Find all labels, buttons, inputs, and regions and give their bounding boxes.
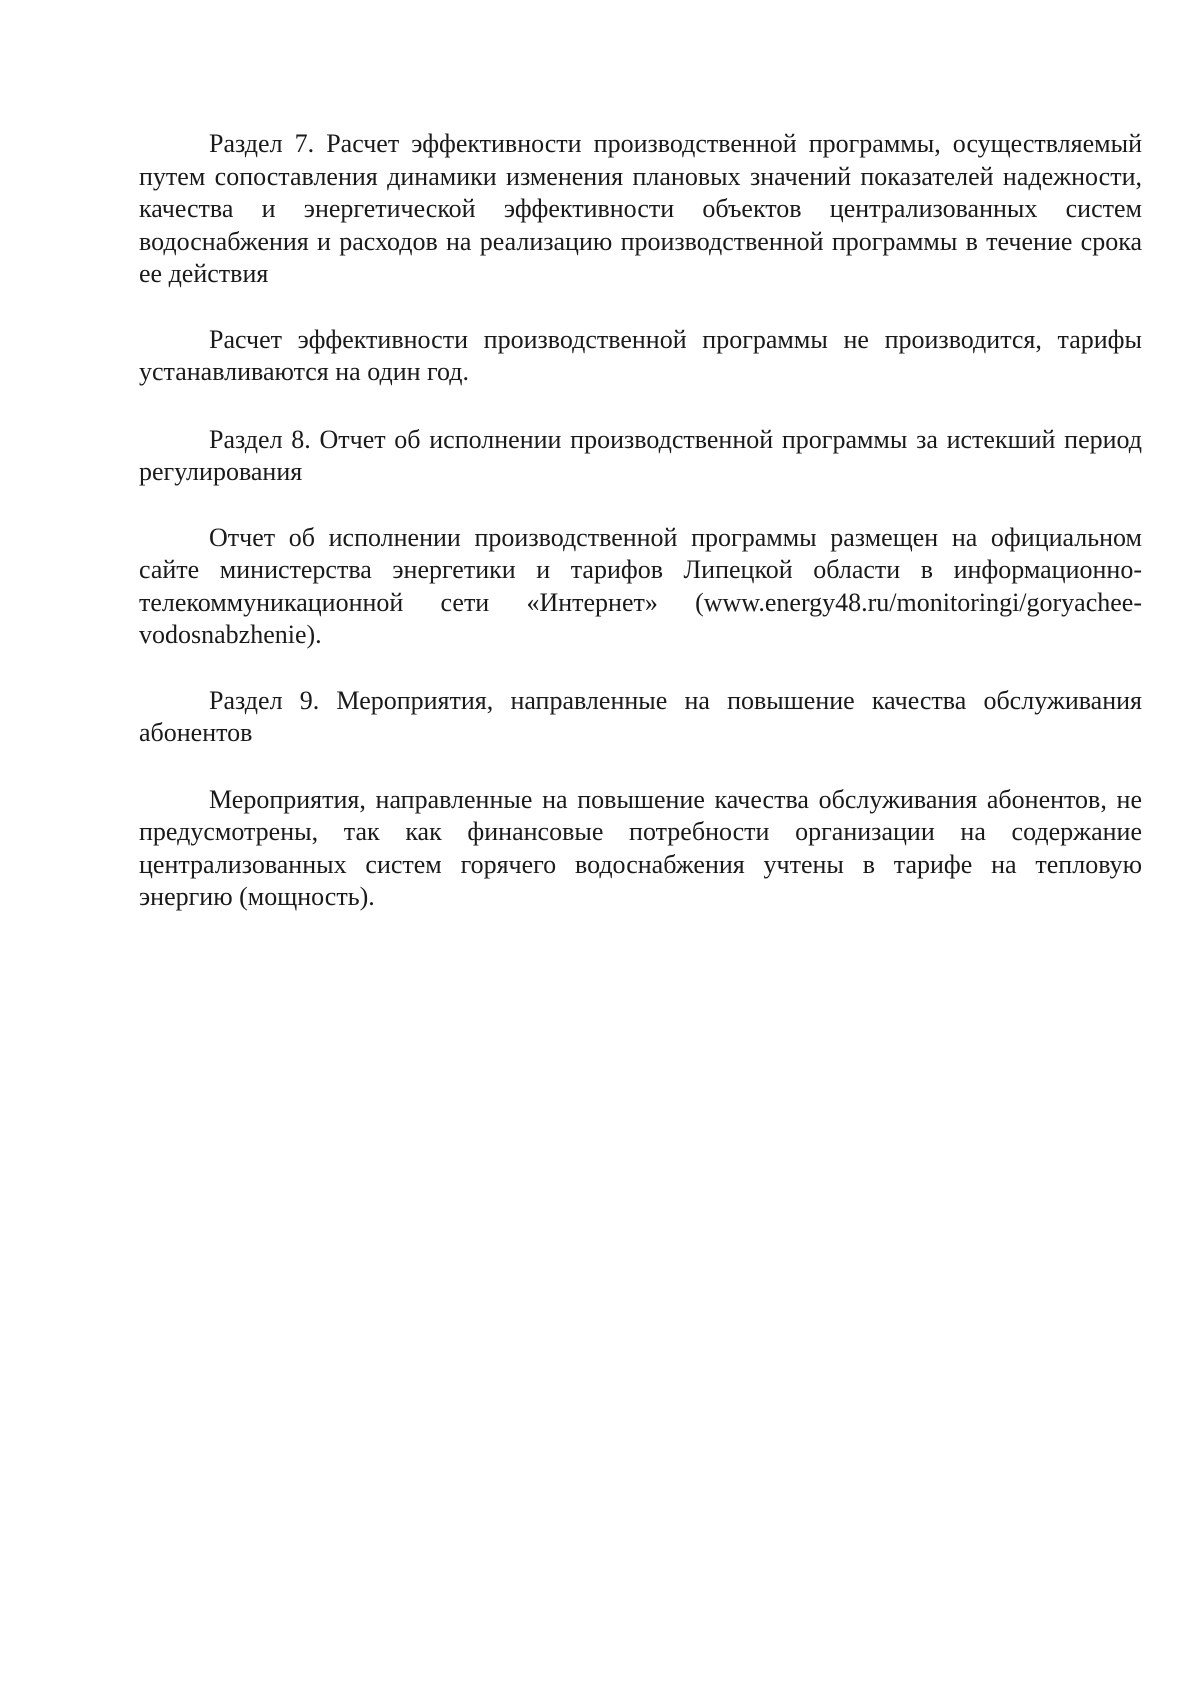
section-9-heading: Раздел 9. Мероприятия, направленные на повышение качества обслуживания абонентов xyxy=(139,685,1142,747)
section-7-body: Расчет эффективности производственной программы не производится, тарифы устанавливаются на один год. xyxy=(139,324,1142,386)
section-7-heading: Раздел 7. Расчет эффективности производственной программы, осуществляемый путем сопоставления динамики изменения плановых значений показателей надежности, качества и энергетической эффективности объектов централизованных систем водоснабжения и расходов на реализацию производственной программы в течение срока ее действия xyxy=(139,129,1142,288)
document-content xyxy=(139,128,1142,914)
section-9-body: Мероприятия, направленные на повышение качества обслуживания абонентов, не предусмотрены, так как финансовые потребности организации на содержание централизованных систем горячего водоснабжения учтены в тарифе на тепловую энергию (мощность). xyxy=(139,784,1142,911)
section-8-heading: Раздел 8. Отчет об исполнении производственной программы за истекший период регулирования xyxy=(139,424,1142,486)
section-8-body: Отчет об исполнении производственной программы размещен на официальном сайте министерства энергетики и тарифов Липецкой области в информационно-телекоммуникационной сети «Интернет» (www.energy48.ru/monitoringi/goryachee-vodosnabzhenie). xyxy=(139,522,1142,649)
